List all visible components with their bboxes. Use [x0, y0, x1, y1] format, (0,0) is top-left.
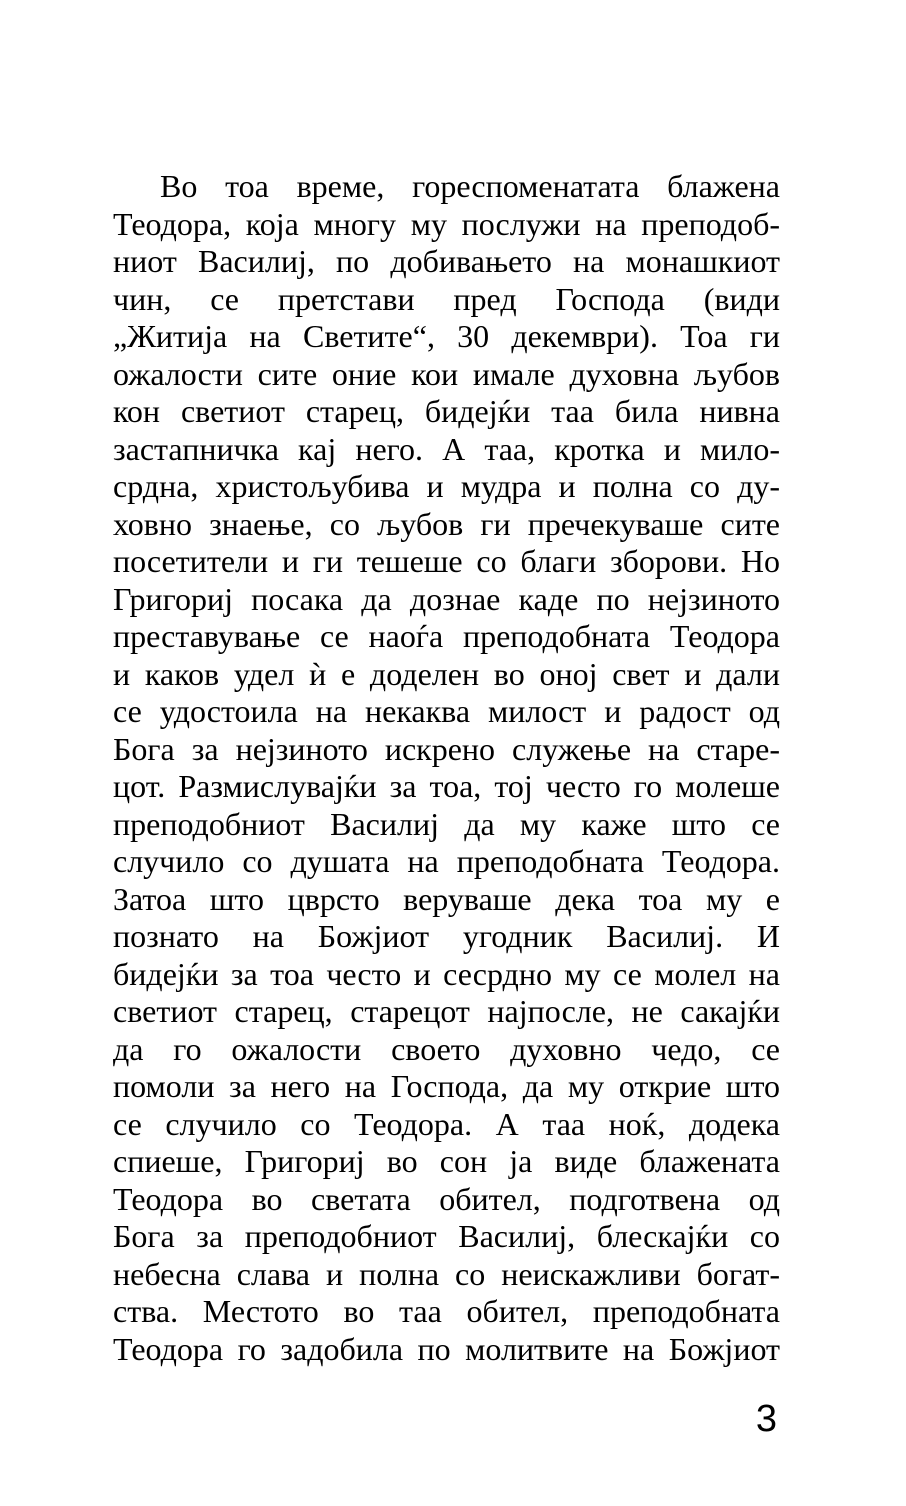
text-line: Теодора во светата обител, подготвена од	[113, 1180, 780, 1217]
text-line: ниот Василиј, по добивањето на монашкиот	[113, 243, 780, 279]
text-line: се случило со Теодора. А таа ноќ, додека	[113, 1105, 780, 1142]
text-line: да го ожалости своето духовно чедо, се	[113, 1030, 780, 1067]
text-line: посетители и ги тешеше со благи зборови. Но	[113, 543, 780, 579]
text-line: бидејќи за тоа често и сесрдно му се молел на	[113, 955, 780, 992]
text-line: срдна, христољубива и мудра и полна со ду-	[113, 468, 780, 504]
paragraph	[113, 168, 780, 1368]
text-line: ховно знаење, со љубов ги пречекуваше сите	[113, 505, 780, 542]
text-line: Затоа што цврсто веруваше дека тоа му е	[113, 880, 780, 917]
text-line: се удостоила на некаква милост и радост од	[113, 693, 780, 729]
text-line: светиот старец, старецот најпосле, не сакајќи	[113, 993, 780, 1029]
text-line: спиеше, Григориј во сон ја виде блажената	[113, 1143, 780, 1179]
text-line: чин, се претстави пред Господа (види	[113, 280, 780, 317]
text-line: и каков удел ѝ е доделен во оној свет и дали	[113, 655, 780, 692]
text-line: Во тоа време, гореспоменатата блажена	[160, 168, 780, 204]
text-line: застапничка кај него. А таа, кротка и мило-	[113, 430, 780, 467]
text-line: Бога за преподобниот Василиј, блескајќи со	[113, 1218, 780, 1254]
text-line: кон светиот старец, бидејќи таа била нивна	[113, 393, 780, 429]
text-line: ства. Местото во таа обител, преподобната	[113, 1293, 780, 1329]
text-line: преподобниот Василиј да му каже што се	[113, 805, 780, 842]
text-line: ожалости сите оние кои имале духовна љубов	[113, 355, 780, 392]
text-line: преставување се наоѓа преподобната Теодора	[113, 618, 780, 654]
page-number: 3	[755, 1398, 777, 1440]
text-line: цот. Размислувајќи за тоа, тој често го молеше	[113, 768, 780, 804]
text-line: познато на Божјиот угодник Василиј. И	[113, 918, 780, 954]
text-line: помоли за него на Господа, да му открие што	[113, 1068, 780, 1104]
text-line: Григориј посака да дознае каде по нејзиното	[113, 580, 780, 617]
text-line: случило со душата на преподобната Теодора.	[113, 843, 780, 879]
text-line: Теодора го задобила по молитвите на Божјиот	[113, 1330, 780, 1367]
text-line: Теодора, која многу му послужи на преподоб-	[113, 205, 780, 242]
text-line: Бога за нејзиното искрено служење на старе-	[113, 730, 780, 767]
text-line: небесна слава и полна со неискажливи богат-	[113, 1255, 780, 1292]
text-line: „Житија на Светите“, 30 декември). Тоа ги	[113, 318, 780, 354]
